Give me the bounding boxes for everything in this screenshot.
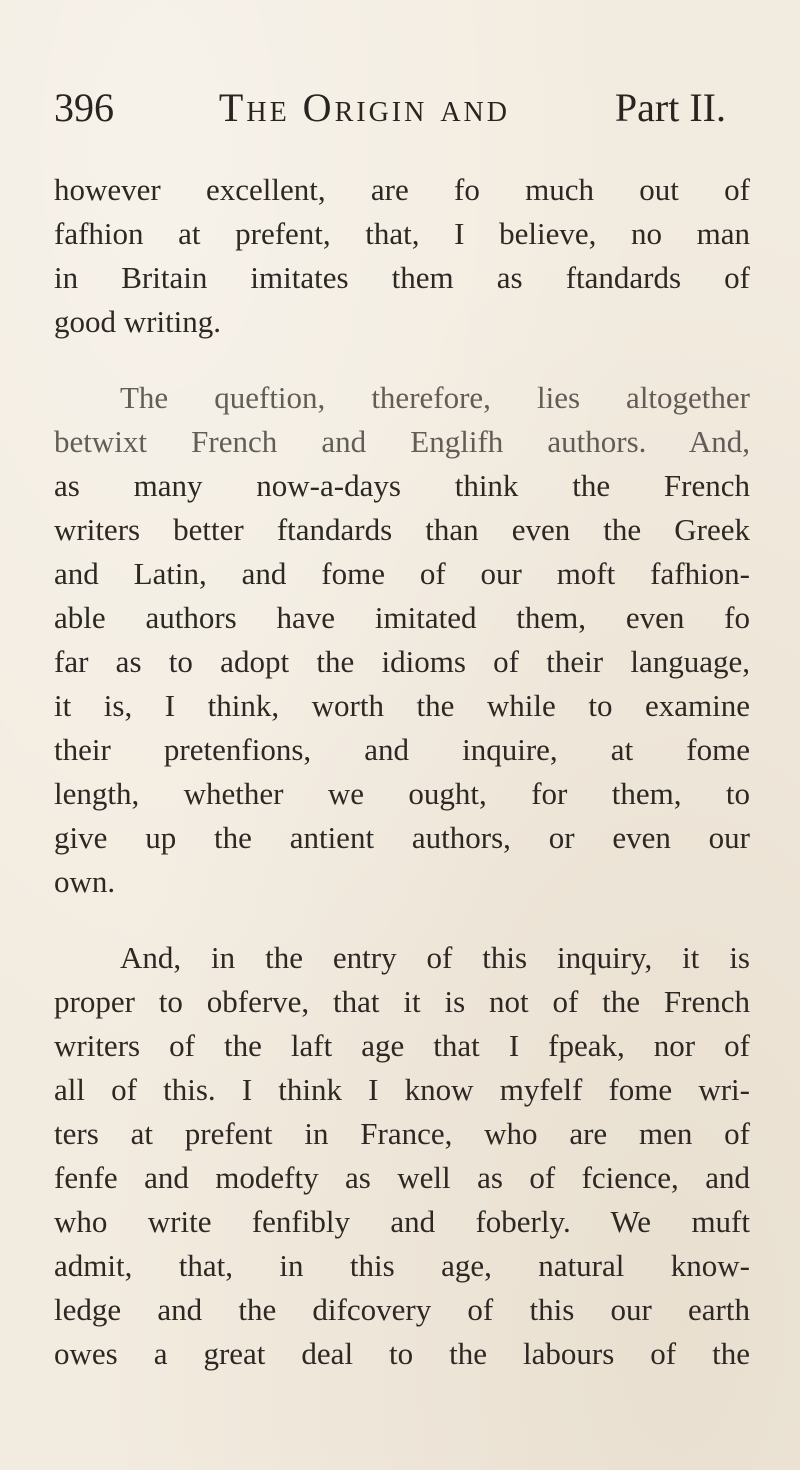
- text-line: own.: [54, 864, 116, 899]
- text-line: and Latin, and fome of our moft fafhion-: [54, 556, 750, 591]
- text-line: length, whether we ought, for them, to: [54, 776, 750, 811]
- text-line: fafhion at prefent, that, I believe, no man: [54, 216, 750, 251]
- text-line: far as to adopt the idioms of their language,: [54, 644, 750, 679]
- text-line: give up the antient authors, or even our: [54, 820, 750, 855]
- part-label: Part II.: [614, 85, 726, 130]
- text-line: ledge and the difcovery of this our earth: [54, 1292, 750, 1327]
- page-header: [54, 84, 726, 134]
- text-line: proper to obferve, that it is not of the French: [54, 984, 750, 1019]
- paragraph-1: [54, 168, 750, 344]
- text-line: able authors have imitated them, even fo: [54, 600, 750, 635]
- text-line: it is, I think, worth the while to examine: [54, 688, 750, 723]
- page-number: 396: [54, 85, 114, 130]
- text-line: owes a great deal to the labours of the: [54, 1336, 750, 1371]
- text-line: in Britain imitates them as ftandards of: [54, 260, 750, 295]
- text-line: writers of the laft age that I fpeak, nor of: [54, 1028, 750, 1063]
- text-line: And, in the entry of this inquiry, it is: [120, 940, 750, 975]
- text-line: betwixt French and Englifh authors. And,: [54, 424, 750, 459]
- text-line: writers better ftandards than even the Greek: [54, 512, 750, 547]
- text-line: admit, that, in this age, natural know-: [54, 1248, 750, 1283]
- text-line: their pretenfions, and inquire, at fome: [54, 732, 750, 767]
- text-line: all of this. I think I know myfelf fome wri-: [54, 1072, 750, 1107]
- text-line: ters at prefent in France, who are men of: [54, 1116, 750, 1151]
- text-line: however excellent, are fo much out of: [54, 172, 750, 207]
- running-title: The Origin and: [218, 85, 510, 130]
- text-line: fenfe and modefty as well as of fcience, and: [54, 1160, 750, 1195]
- paragraph-2: [54, 376, 750, 904]
- paragraph-3: [54, 936, 750, 1376]
- text-line: as many now-a-days think the French: [54, 468, 750, 503]
- text-line: who write fenfibly and foberly. We muft: [54, 1204, 750, 1239]
- body-text: [54, 168, 750, 1408]
- text-line: good writing.: [54, 304, 222, 339]
- text-line: The queftion, therefore, lies altogether: [120, 380, 750, 415]
